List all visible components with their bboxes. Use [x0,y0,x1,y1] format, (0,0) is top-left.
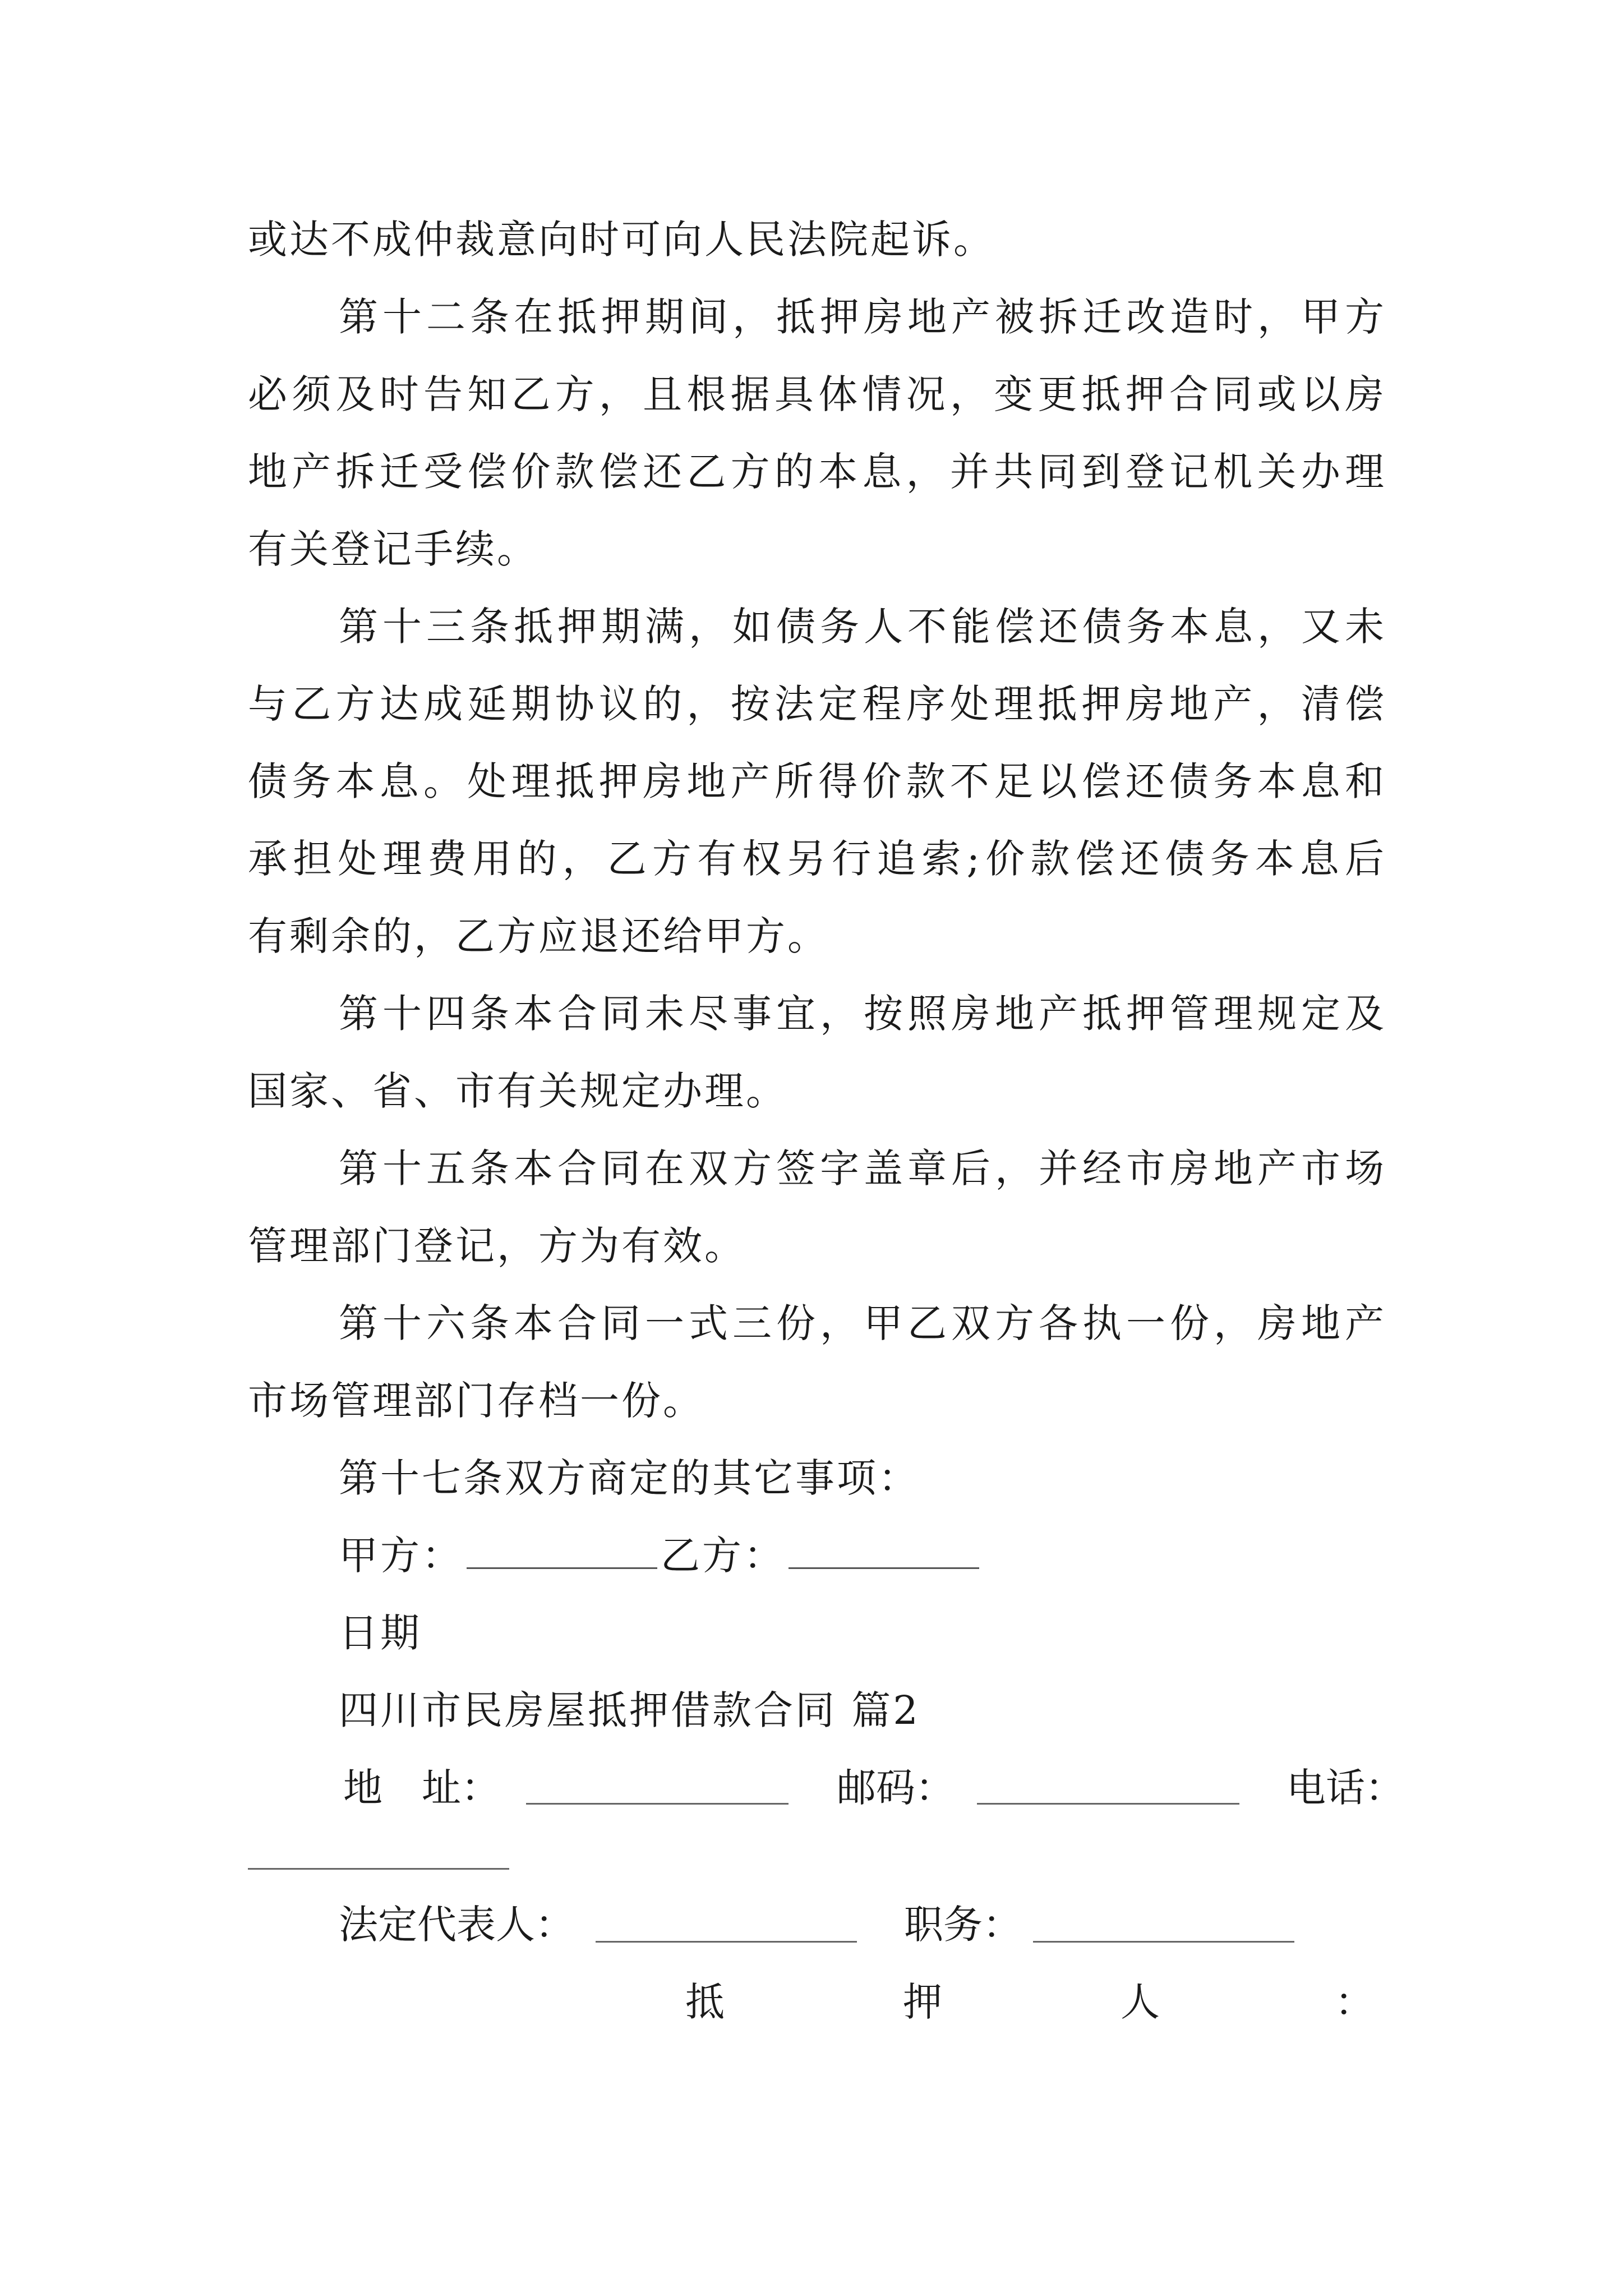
paragraph-line: 地产拆迁受偿价款偿还乙方的本息，并共同到登记机关办理 [248,449,1386,495]
mortgagor-char: 抵 [685,1979,725,2025]
date-label: 日期 [339,1610,422,1656]
mortgagor-char: 人 [1121,1979,1160,2025]
party-a-label: 甲方： [339,1533,463,1579]
paragraph-line: 有关登记手续。 [248,526,538,572]
paragraph-line: 与乙方达成延期协议的，按法定程序处理抵押房地产，清偿 [248,681,1386,727]
paragraph-line: 第十四条本合同未尽事宜，按照房地产抵押管理规定及 [339,991,1386,1037]
signature-line [339,1533,1477,1579]
party-b-blank [789,1562,979,1569]
address-label: 地 址： [343,1765,500,1811]
position-blank [1033,1941,1294,1943]
paragraph-line: 第十六条本合同一式三份，甲乙双方各执一份，房地产 [339,1300,1386,1346]
paragraph-line: 第十五条本合同在双方签字盖章后，并经市房地产市场 [339,1145,1386,1191]
paragraph-line: 市场管理部门存档一份。 [248,1378,704,1424]
mortgagor-char: ： [1335,1979,1374,2025]
party-a-blank [467,1562,657,1569]
legal-rep-blank [596,1941,857,1943]
paragraph-line: 承担处理费用的，乙方有权另行追索;价款偿还债务本息后 [248,836,1386,882]
paragraph-line: 第十二条在抵押期间，抵押房地产被拆迁改造时，甲方 [339,294,1386,340]
paragraph-line: 债务本息。处理抵押房地产所得价款不足以偿还债务本息和 [248,758,1386,804]
paragraph-line: 管理部门登记，方为有效。 [248,1223,746,1269]
phone-blank [248,1868,509,1870]
position-label: 职务： [904,1902,1022,1948]
paragraph-line: 第十三条抵押期满，如债务人不能偿还债务本息，又未 [339,604,1386,650]
paragraph-line: 必须及时告知乙方，且根据具体情况，变更抵押合同或以房 [248,371,1386,417]
legal-rep-label: 法定代表人： [339,1902,574,1948]
postcode-label: 邮码： [837,1765,955,1811]
mortgagor-char: 押 [903,1979,942,2025]
section-title: 四川市民房屋抵押借款合同 篇2 [339,1687,920,1733]
postcode-blank [977,1803,1239,1805]
party-b-label: 乙方： [661,1533,785,1579]
paragraph-line: 第十七条双方商定的其它事项： [339,1455,920,1501]
paragraph-line: 或达不成仲裁意向时可向人民法院起诉。 [248,217,995,263]
phone-label: 电话： [1287,1765,1404,1811]
paragraph-line: 国家、省、市有关规定办理。 [248,1068,787,1114]
paragraph-line: 有剩余的，乙方应退还给甲方。 [248,913,829,959]
address-blank [526,1803,789,1805]
